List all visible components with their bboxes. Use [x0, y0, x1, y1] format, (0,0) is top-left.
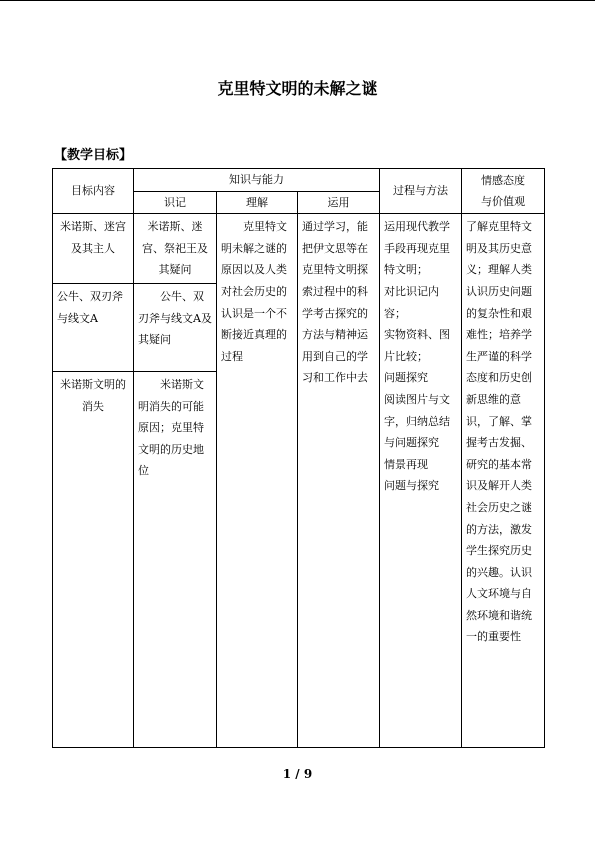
table-row — [53, 214, 545, 284]
memorize-cell: 公牛、双刃斧与线文A及其疑问 — [134, 283, 217, 371]
header-understand: 理解 — [217, 191, 298, 214]
header-apply: 运用 — [298, 191, 380, 214]
apply-cell: 通过学习，能把伊文思等在克里特文明探索过程中的科学考古探究的方法与精神运用到自己的学习和工作中去 — [298, 214, 380, 748]
header-process-method: 过程与方法 — [380, 169, 462, 214]
header-memorize: 识记 — [134, 191, 217, 214]
header-knowledge-ability: 知识与能力 — [134, 169, 380, 192]
teaching-goals-table — [52, 168, 545, 748]
section-heading: 【教学目标】 — [54, 148, 133, 163]
process-method-cell: 运用现代教学手段再现克里特文明； 对比识记内容； 实物资料、图片比较； 问题探究 阅读图片与文字，归纳总结与问题探究 情景再现 问题与探究 — [380, 214, 462, 748]
header-emotion-values: 情感态度 与价值观 — [462, 169, 545, 214]
emotion-values-cell: 了解克里特文明及其历史意义；理解人类认识历史问题的复杂性和艰难性；培养学生严谨的科学态度和历史创新思维的意识，了解、掌握考古发掘、研究的基本常识及解开人类社会历史之谜的方法，激发学生探究历史的兴趣。认识人文环境与自然环境和谐统一的重要性 — [462, 214, 545, 748]
goal-cell: 米诺斯文明的消失 — [53, 371, 134, 747]
table-header-row — [53, 169, 545, 192]
memorize-cell: 米诺斯、迷宫、祭祀王及其疑问 — [134, 214, 217, 284]
page-number: 1 / 9 — [282, 767, 313, 781]
header-rule — [0, 0, 595, 1]
goal-cell: 公牛、双刃斧与线文A — [53, 283, 134, 371]
page-title: 克里特文明的未解之谜 — [217, 79, 378, 98]
understand-cell: 克里特文明未解之谜的原因以及人类对社会历史的认识是一个不断接近真理的过程 — [217, 214, 298, 748]
header-goal-content: 目标内容 — [53, 169, 134, 214]
goal-cell: 米诺斯、迷宫及其主人 — [53, 214, 134, 284]
memorize-cell: 米诺斯文明消失的可能原因；克里特文明的历史地位 — [134, 371, 217, 747]
